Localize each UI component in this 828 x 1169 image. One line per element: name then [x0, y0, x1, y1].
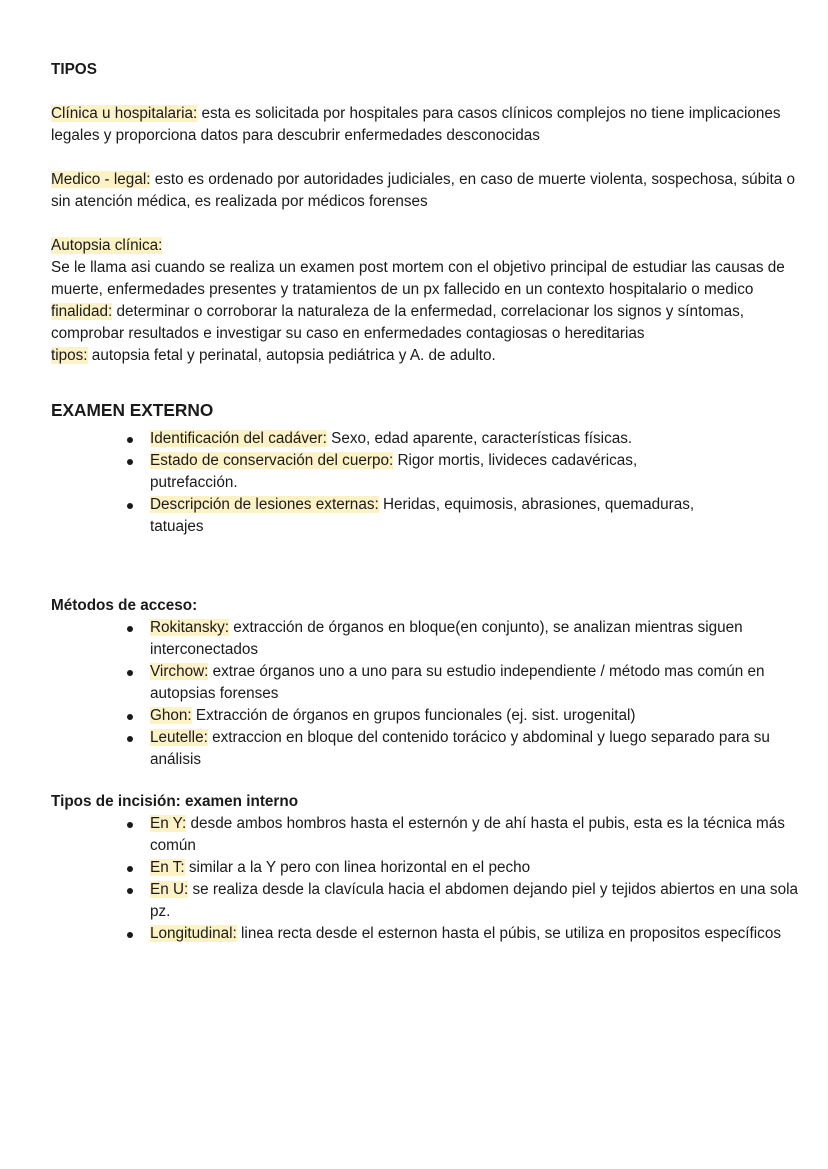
list-item	[150, 923, 805, 945]
list-item-term: En T:	[150, 859, 185, 876]
paragraph-autopsia-clinica-title	[51, 235, 801, 257]
bullet-icon	[127, 670, 133, 676]
bullet-icon	[127, 888, 133, 894]
bullet-icon	[127, 822, 133, 828]
bullet-icon	[127, 459, 133, 465]
bullet-icon	[127, 714, 133, 720]
list-item-text: extraccion en bloque del contenido torácico y abdominal y luego separado para su análisis	[150, 729, 770, 768]
text-tipos-autopsia: autopsia fetal y perinatal, autopsia pediátrica y A. de adulto.	[87, 347, 496, 364]
document-page	[51, 59, 801, 945]
bullet-icon	[127, 736, 133, 742]
list-item-text: Heridas, equimosis, abrasiones, quemaduras, tatuajes	[150, 496, 695, 535]
paragraph-autopsia-clinica-description: Se le llama asi cuando se realiza un examen post mortem con el objetivo principal de estudiar las causas de muerte, enfermedades presentes y tratamientos de un px fallecido en un contexto hospitalario o medico	[51, 259, 785, 298]
bullet-icon	[127, 866, 133, 872]
term-medico-legal: Medico - legal:	[51, 171, 151, 188]
list-item-text: linea recta desde el esternon hasta el púbis, se utiliza en propositos específicos	[236, 925, 781, 942]
list-item	[150, 705, 805, 727]
list-item-text: se realiza desde la clavícula hacia el abdomen dejando piel y tejidos abiertos en una sola pz.	[150, 881, 798, 920]
paragraph-medico-legal	[51, 169, 801, 213]
list-item	[150, 617, 805, 661]
list-item	[150, 428, 710, 450]
term-finalidad: finalidad:	[51, 303, 113, 320]
list-item	[150, 727, 805, 771]
list-item	[150, 813, 805, 857]
list-item-text: Sexo, edad aparente, características físicas.	[326, 430, 633, 447]
section-heading-tipos: TIPOS	[51, 61, 97, 78]
bullet-icon	[127, 626, 133, 632]
list-item-term: Longitudinal:	[150, 925, 237, 942]
list-item-text: similar a la Y pero con linea horizontal en el pecho	[184, 859, 531, 876]
paragraph-finalidad	[51, 301, 801, 345]
list-item-text: desde ambos hombros hasta el esternón y de ahí hasta el pubis, esta es la técnica más común	[150, 815, 785, 854]
list-item	[150, 494, 710, 538]
list-item-term: En U:	[150, 881, 189, 898]
list-item-term: Leutelle:	[150, 729, 208, 746]
list-item	[150, 857, 805, 879]
bullet-icon	[127, 932, 133, 938]
section-heading-metodos-acceso: Métodos de acceso:	[51, 597, 198, 614]
paragraph-tipos-autopsia	[51, 345, 801, 367]
section-heading-examen-externo: EXAMEN EXTERNO	[51, 400, 214, 420]
tipos-incision-list	[51, 813, 801, 945]
term-autopsia-clinica: Autopsia clínica:	[51, 237, 163, 254]
list-item-text: Rigor mortis, livideces cadavéricas, putrefacción.	[150, 452, 638, 491]
examen-externo-list	[51, 428, 801, 538]
bullet-icon	[127, 503, 133, 509]
list-item-term: Descripción de lesiones externas:	[150, 496, 379, 513]
list-item-term: En Y:	[150, 815, 187, 832]
list-item-term: Ghon:	[150, 707, 192, 724]
text-medico-legal: esto es ordenado por autoridades judiciales, en caso de muerte violenta, sospechosa, súbita o sin atención médica, es realizada por médicos forenses	[51, 171, 796, 210]
metodos-acceso-list	[51, 617, 801, 771]
text-clinica: esta es solicitada por hospitales para casos clínicos complejos no tiene implicaciones legales y proporciona datos para descubrir enfermedades desconocidas	[51, 105, 781, 144]
list-item	[150, 450, 710, 494]
list-item	[150, 879, 805, 923]
list-item-text: extracción de órganos en bloque(en conjunto), se analizan mientras siguen interconectados	[150, 619, 743, 658]
bullet-icon	[127, 437, 133, 443]
term-tipos-autopsia: tipos:	[51, 347, 88, 364]
list-item-term: Rokitansky:	[150, 619, 230, 636]
term-clinica: Clínica u hospitalaria:	[51, 105, 198, 122]
list-item-term: Virchow:	[150, 663, 209, 680]
list-item-text: extrae órganos uno a uno para su estudio independiente / método mas común en autopsias forenses	[150, 663, 765, 702]
list-item-term: Identificación del cadáver:	[150, 430, 327, 447]
section-heading-tipos-incision: Tipos de incisión: examen interno	[51, 793, 299, 810]
list-item-term: Estado de conservación del cuerpo:	[150, 452, 394, 469]
list-item-text: Extracción de órganos en grupos funcionales (ej. sist. urogenital)	[191, 707, 636, 724]
list-item	[150, 661, 805, 705]
paragraph-clinica	[51, 103, 801, 147]
text-finalidad: determinar o corroborar la naturaleza de la enfermedad, correlacionar los signos y síntomas, comprobar resultados e investigar su caso en enfermedades contagiosas o hereditarias	[51, 303, 744, 342]
